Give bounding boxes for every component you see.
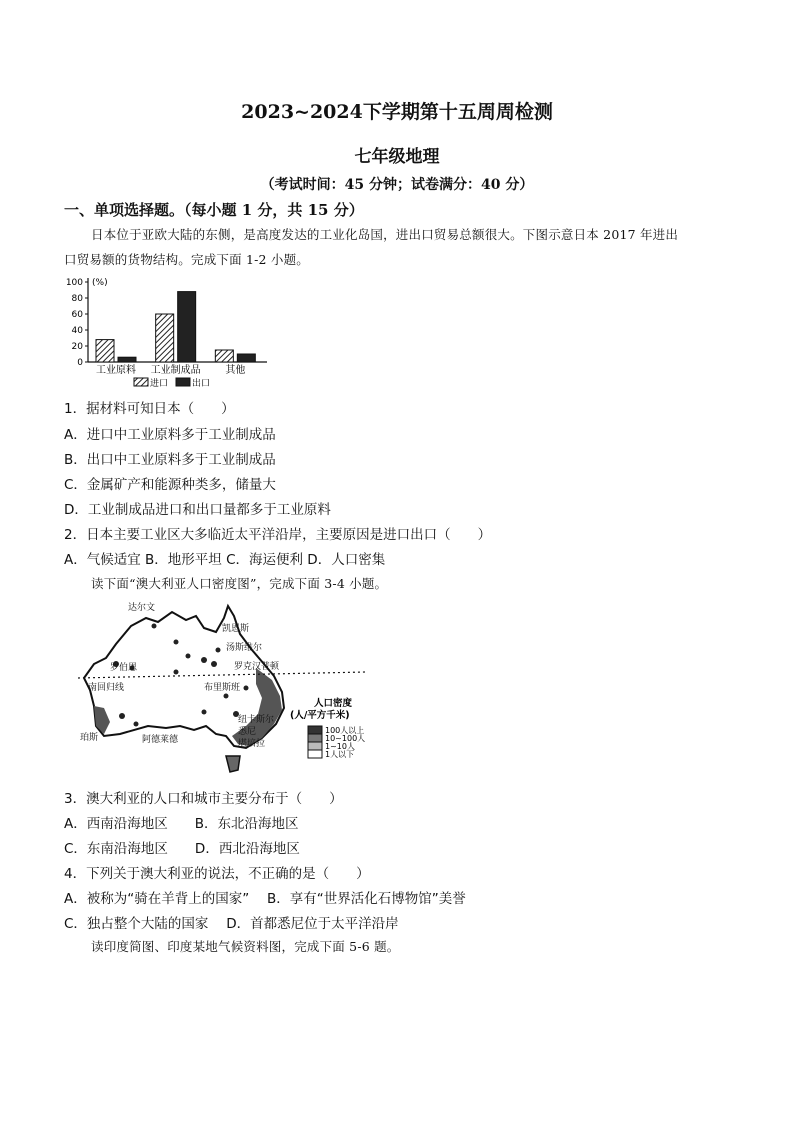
exam-info: （考试时间：45 分钟；试卷满分：40 分）	[260, 177, 534, 193]
legend-label: 进口	[150, 379, 169, 389]
section-heading: 一、单项选择题。（每小题 1 分，共 15 分）	[64, 201, 364, 219]
bar-出口	[237, 354, 255, 362]
q4-options-row2: C．独占整个大陆的国家 D．首都悉尼位于太平洋沿岸	[64, 916, 399, 932]
city-canberra: 堪培拉	[238, 739, 266, 749]
intro-india: 读印度简图、印度某地气候资料图，完成下面 5-6 题。	[91, 939, 400, 954]
q1-stem: 1．据材料可知日本（ ）	[64, 401, 235, 417]
legend-item-1: 100人以上	[325, 726, 365, 735]
map-legend	[290, 697, 365, 759]
y-tick-label: 60	[71, 310, 83, 320]
city-perth: 珀斯	[80, 733, 99, 743]
q3-stem: 3．澳大利亚的人口和城市主要分布于（ ）	[64, 791, 343, 807]
intro-australia: 读下面“澳大利亚人口密度图”，完成下面 3-4 小题。	[91, 576, 388, 591]
city-port-hedland: 罗伯恩	[110, 663, 138, 673]
q2-options: A．气候适宜 B．地形平坦 C．海运便利 D．人口密集	[64, 552, 386, 568]
legend-swatch	[176, 378, 190, 386]
tropic-label: 南回归线	[88, 683, 125, 693]
category-label: 其他	[225, 365, 246, 376]
bar-进口	[215, 350, 233, 362]
legend-item-4: 1人以下	[325, 750, 355, 759]
category-label: 工业原料	[96, 365, 136, 376]
japan-trade-chart	[62, 272, 272, 392]
q1-option-c: C．金属矿产和能源种类多，储量大	[64, 477, 276, 493]
bar-出口	[178, 292, 196, 362]
q3-options-row2: C．东南沿海地区 D．西北沿海地区	[64, 841, 300, 857]
australia-population-map	[76, 598, 376, 778]
q1-option-d: D．工业制成品进口和出口量都多于工业原料	[64, 502, 331, 518]
exam-subject: 七年级地理	[354, 147, 440, 167]
intro-japan-line2: 口贸易额的货物结构。完成下面 1-2 小题。	[64, 252, 309, 267]
city-darwin: 达尔文	[128, 603, 156, 613]
exam-title: 2023~2024下学期第十五周周检测	[241, 101, 553, 123]
city-adelaide: 阿德莱德	[142, 735, 179, 745]
y-tick-label: 80	[71, 294, 83, 304]
city-sydney: 悉尼	[238, 727, 257, 737]
city-newcastle: 纽卡斯尔	[238, 715, 275, 725]
intro-japan-line1: 日本位于亚欧大陆的东侧，是高度发达的工业化岛国，进出口贸易总额很大。下图示意日本 2017 年进出	[91, 227, 679, 242]
bar-出口	[118, 357, 136, 362]
city-townsville: 汤斯维尔	[226, 643, 263, 653]
legend-item-2: 10~100人	[325, 734, 366, 743]
tasmania-island	[226, 756, 240, 772]
q4-options-row1: A．被称为“骑在羊背上的国家” B．享有“世界活化石博物馆”美誉	[64, 891, 466, 907]
bar-进口	[96, 340, 114, 362]
category-label: 工业制成品	[150, 365, 201, 376]
legend-item-3: 1~10人	[325, 742, 355, 751]
q1-option-a: A．进口中工业原料多于工业制成品	[64, 427, 276, 443]
q1-option-b: B．出口中工业原料多于工业制成品	[64, 452, 276, 468]
q2-stem: 2．日本主要工业区大多临近太平洋沿岸，主要原因是进口出口（ ）	[64, 527, 492, 543]
y-axis-label: (%)	[92, 278, 108, 288]
y-tick-label: 0	[77, 358, 83, 368]
city-rockhampton: 罗克汉普顿	[234, 662, 280, 672]
city-cairns: 凯恩斯	[222, 624, 250, 634]
legend-title: 人口密度	[314, 698, 353, 709]
bar-进口	[156, 314, 174, 362]
city-brisbane: 布里斯班	[204, 683, 241, 693]
legend-unit: (人/平方千米)	[290, 710, 350, 721]
legend-label: 出口	[192, 379, 211, 389]
y-tick-label: 40	[71, 326, 83, 336]
y-tick-label: 20	[71, 342, 83, 352]
q4-stem: 4．下列关于澳大利亚的说法，不正确的是（ ）	[64, 866, 370, 882]
q3-options-row1: A．西南沿海地区 B．东北沿海地区	[64, 816, 299, 832]
y-tick-label: 100	[65, 278, 83, 288]
legend-swatch	[134, 378, 148, 386]
